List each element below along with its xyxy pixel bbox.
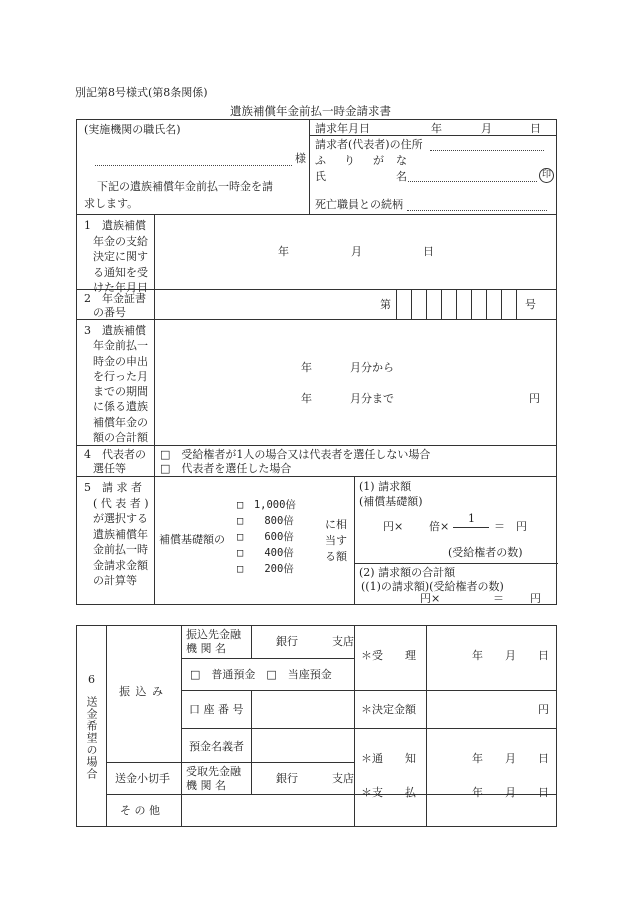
row2-label-2: の番号 xyxy=(93,306,126,319)
calc1-equals: ＝ xyxy=(494,520,505,533)
multiplier-600[interactable]: □ 600倍 xyxy=(237,531,294,543)
amount-yen: 円 xyxy=(538,703,549,716)
receive-bank-label-cell xyxy=(182,763,252,795)
notice-label: ＊通 知 xyxy=(361,752,416,765)
receipt-value: 年 月 日 xyxy=(472,649,549,662)
calc1-numerator: 1 xyxy=(468,512,475,525)
row1-year: 年 xyxy=(278,245,289,258)
address-label: 請求者(代表者)の住所 xyxy=(315,138,423,151)
multiplier-800[interactable]: □ 800倍 xyxy=(237,515,294,527)
branch-suffix: 支店 xyxy=(332,635,354,648)
row3-from-text: 月分から xyxy=(350,361,394,374)
receipt-value-cell[interactable] xyxy=(427,626,557,691)
deposit-type-cell xyxy=(182,659,355,691)
row4-option-2[interactable]: □ 代表者を選任した場合 xyxy=(160,462,292,475)
bank-label-2: 機 関 名 xyxy=(186,642,226,655)
recipient-cell xyxy=(77,120,310,215)
row2-label-1: 2 年金証書 xyxy=(84,292,146,305)
calc1-result-yen: 円 xyxy=(516,520,527,533)
date-label: 請求年月日 xyxy=(315,122,370,135)
row4-option-1[interactable]: □ 受給権者が1人の場合又は代表者を選任しない場合 xyxy=(160,448,431,461)
row3-label-7: 補償年金の xyxy=(93,415,148,429)
section6-number: 6 xyxy=(88,673,95,686)
account-number-cell[interactable] xyxy=(252,691,355,729)
relation-field[interactable] xyxy=(407,200,547,211)
row5-label-2: ( 代 表 者 ) xyxy=(93,496,149,510)
row3-label-3: 時金の申出 xyxy=(93,354,148,368)
row5-label-cell xyxy=(77,477,155,605)
row4-options-cell xyxy=(155,446,557,477)
payment-label-cell xyxy=(355,786,427,827)
section6-title-cell xyxy=(77,626,107,827)
request-text-2: 求します。 xyxy=(84,197,139,210)
payment-value-cell[interactable] xyxy=(427,786,557,827)
payment-value: 年 月 日 xyxy=(472,786,549,799)
row5-calc-cell xyxy=(155,477,557,605)
row3-label-6: に係る遺族 xyxy=(93,400,148,414)
account-number-label: 口 座 番 号 xyxy=(189,703,244,716)
claim-form-table xyxy=(76,119,557,605)
name-label-2: 名 xyxy=(396,170,407,183)
row2-label-cell xyxy=(77,290,155,320)
row1-label-2: 年金の支給 xyxy=(93,234,148,248)
account-holder-label-cell xyxy=(182,729,252,763)
multiplier-400[interactable]: □ 400倍 xyxy=(237,547,294,559)
form-number: 別記第8号様式(第8条関係) xyxy=(75,86,208,99)
seal-mark: 印 xyxy=(539,168,554,183)
account-holder-label: 預金名義者 xyxy=(189,740,244,753)
sama-label: 様 xyxy=(295,152,306,165)
calc-box xyxy=(354,477,558,604)
other-label: そ の 他 xyxy=(120,804,160,817)
amount-label-cell xyxy=(355,691,427,729)
org-name-field[interactable] xyxy=(95,154,292,166)
row4-label-1: 4 代表者の xyxy=(84,448,146,461)
side-text-1: に相 xyxy=(325,518,347,531)
row5-label-1: 5 請 求 者 xyxy=(84,481,142,494)
row5-label-7: の計算等 xyxy=(93,574,137,587)
row5-label-6: 金請求金額 xyxy=(93,558,148,572)
calc1-times: 倍× xyxy=(429,520,450,533)
row5-label-4: 遺族補償年 xyxy=(93,527,148,541)
notice-value-cell[interactable] xyxy=(427,729,557,795)
org-label: (実施機関の職氏名) xyxy=(84,123,181,136)
bank-name-cell[interactable] xyxy=(252,626,355,659)
base-amount-label: 補償基礎額の xyxy=(159,533,225,546)
row1-value-cell[interactable] xyxy=(155,215,557,290)
bank-suffix: 銀行 xyxy=(276,635,298,648)
furigana-4: な xyxy=(396,154,407,167)
row3-yen: 円 xyxy=(529,392,540,405)
amount-value-cell[interactable] xyxy=(427,691,557,729)
row3-value-cell[interactable] xyxy=(155,320,557,446)
calc1-sub: (補償基礎額) xyxy=(359,495,423,508)
row3-year-from: 年 xyxy=(301,361,312,374)
row5-label-3: が選択する xyxy=(93,512,148,525)
certificate-number-boxes[interactable] xyxy=(396,290,516,319)
calc1-yen: 円× xyxy=(383,520,404,533)
calc2-result-yen: 円 xyxy=(530,592,541,605)
row3-label-4: を行った月 xyxy=(93,369,148,383)
notice-value: 年 月 日 xyxy=(472,752,549,765)
multiplier-1000[interactable]: □ 1,000倍 xyxy=(237,499,296,511)
calc1-denominator: (受給権者の数) xyxy=(448,546,523,559)
account-holder-cell[interactable] xyxy=(252,729,355,763)
row3-until-text: 月分まで xyxy=(350,392,394,405)
receive-bank-label-2: 機 関 名 xyxy=(186,779,226,792)
remittance-table xyxy=(76,625,557,827)
calc2-equals: ＝ xyxy=(493,592,504,605)
receive-bank-suffix: 銀行 xyxy=(276,772,298,785)
bank-label-1: 振込先金融 xyxy=(186,628,241,641)
row3-label-2: 年金前払一 xyxy=(93,339,148,353)
deposit-type-options[interactable]: □ 普通預金 □ 当座預金 xyxy=(190,668,332,681)
other-value-cell[interactable] xyxy=(182,795,355,827)
receive-branch-suffix: 支店 xyxy=(332,772,354,785)
section6-vertical-title: 送金希望の場合 xyxy=(85,696,98,780)
date-month[interactable]: 月 xyxy=(481,122,492,135)
bank-label-cell xyxy=(182,626,252,659)
calc1-title: (1) 請求額 xyxy=(359,480,412,493)
row1-label-1: 1 遺族補償 xyxy=(84,219,146,232)
receive-bank-label-1: 受取先金融 xyxy=(186,765,241,778)
notice-label-cell xyxy=(355,729,427,795)
check-label-cell xyxy=(107,763,182,795)
calc2-sub: ((1)の請求額)(受給権者の数) xyxy=(361,580,504,593)
row1-day: 日 xyxy=(423,245,434,258)
calc2-title: (2) 請求額の合計額 xyxy=(359,566,456,579)
row2-dai: 第 xyxy=(380,298,391,311)
date-year[interactable]: 年 xyxy=(431,122,442,135)
furigana-2: り xyxy=(344,154,355,167)
request-text-1: 下記の遺族補償年金前払一時金を請 xyxy=(97,180,273,193)
row3-label-5: までの期間 xyxy=(93,385,148,399)
row3-year-until: 年 xyxy=(301,392,312,405)
row4-label-2: 選任等 xyxy=(93,462,126,475)
name-label-1: 氏 xyxy=(315,170,326,183)
row2-go: 号 xyxy=(525,298,536,311)
calc2-yen: 円× xyxy=(420,592,441,605)
row1-label-5: けた年月日 xyxy=(93,281,148,294)
fraction-line xyxy=(453,527,489,528)
receive-bank-cell[interactable] xyxy=(252,763,355,795)
form-title: 遺族補償年金前払一時金請求書 xyxy=(230,104,391,118)
relation-label: 死亡職員との続柄 xyxy=(315,198,403,211)
row4-label-cell xyxy=(77,446,155,477)
address-field[interactable] xyxy=(430,140,544,151)
row5-label-5: 金前払一時 xyxy=(93,543,148,556)
claimant-cell xyxy=(310,120,557,215)
furikomi-label: 振 込 み xyxy=(119,685,164,698)
row1-label-cell xyxy=(77,215,155,294)
date-day[interactable]: 日 xyxy=(530,122,541,135)
check-label: 送金小切手 xyxy=(115,772,170,785)
row1-label-3: 決定に関す xyxy=(93,250,148,263)
name-field[interactable] xyxy=(408,171,537,182)
receipt-label-cell xyxy=(355,626,427,691)
row1-label-4: る通知を受 xyxy=(93,265,148,279)
row3-label-1: 3 遺族補償 xyxy=(84,324,146,337)
side-text-3: る額 xyxy=(325,550,347,563)
payment-label: ＊支 払 xyxy=(361,786,416,799)
row1-month: 月 xyxy=(351,245,362,258)
side-text-2: 当す xyxy=(325,534,347,547)
other-label-cell xyxy=(107,795,182,827)
row2-value-cell xyxy=(155,290,557,320)
furikomi-cell xyxy=(107,626,182,763)
amount-label: ＊決定金額 xyxy=(361,703,416,716)
receipt-label: ＊受 理 xyxy=(361,649,416,662)
account-number-label-cell xyxy=(182,691,252,729)
furigana-3: が xyxy=(373,154,384,167)
row3-label-8: 額の合計額 xyxy=(93,431,148,445)
row3-label-cell xyxy=(77,320,155,446)
furigana-1: ふ xyxy=(315,154,326,167)
multiplier-200[interactable]: □ 200倍 xyxy=(237,563,294,575)
